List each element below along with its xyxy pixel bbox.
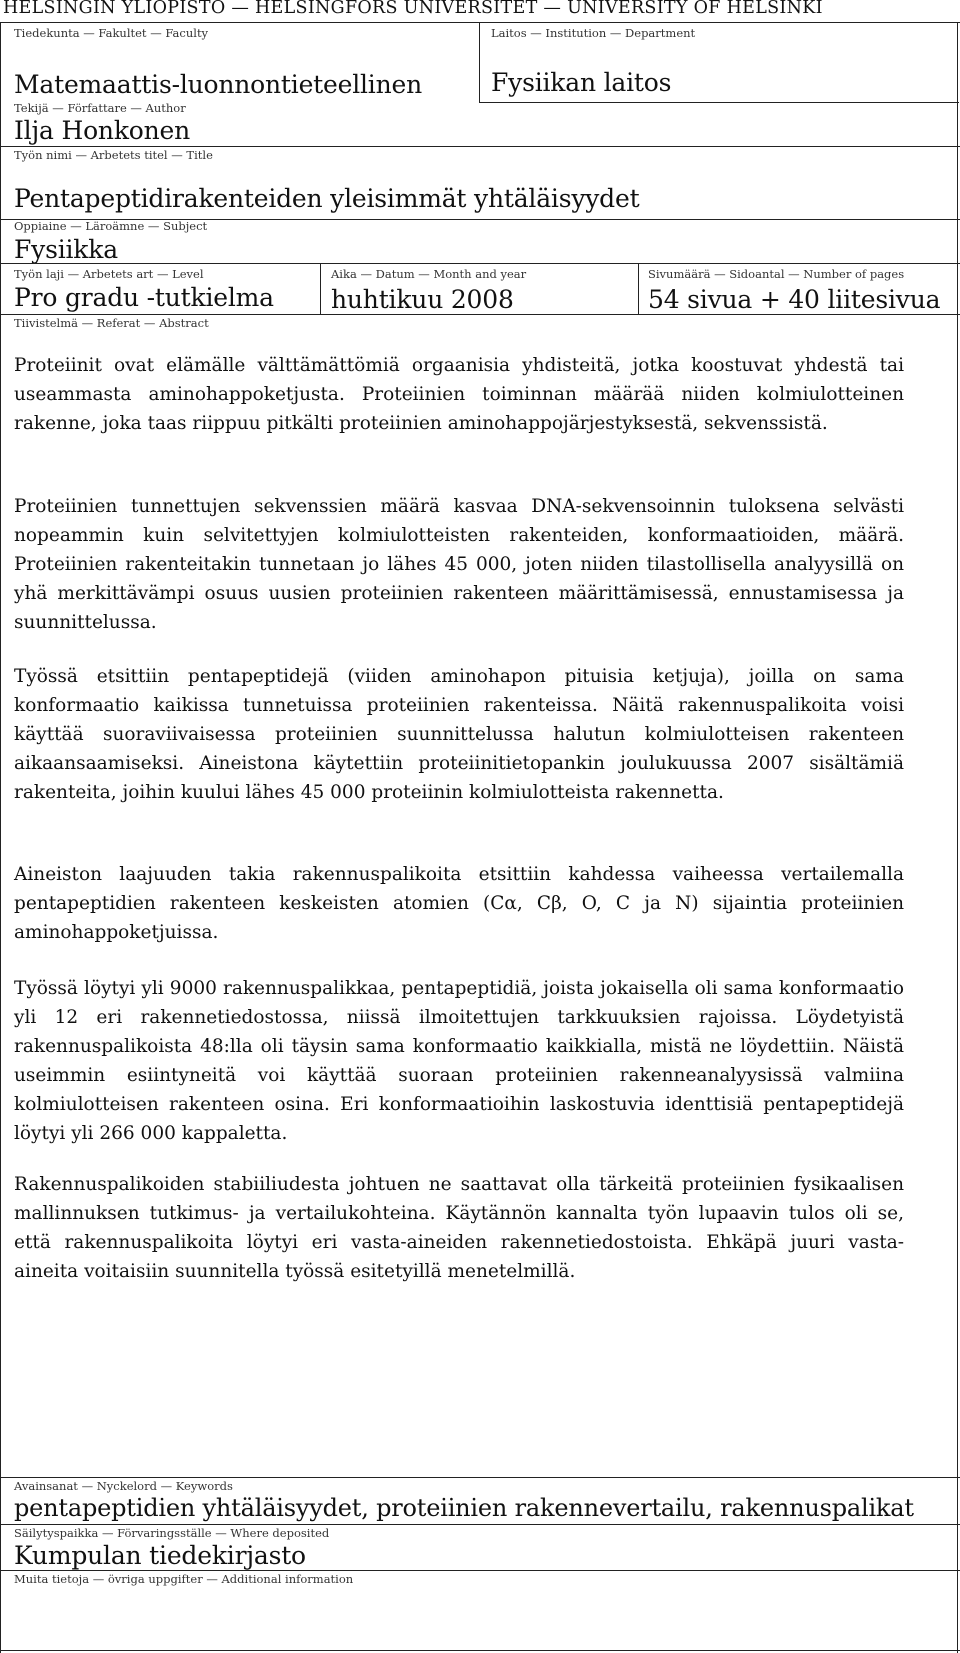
author-label: Tekijä — Författare — Author — [14, 101, 186, 115]
deposited-value: Kumpulan tiedekirjasto — [14, 1541, 306, 1570]
keywords-value: pentapeptidien yhtäläisyydet, proteiinien rakennevertailu, rakennuspalikat — [14, 1494, 914, 1522]
faculty-value: Matemaattis-luonnontieteellinen — [14, 70, 422, 99]
keywords-bottom-line — [0, 1524, 960, 1525]
date-label: Aika — Datum — Month and year — [331, 267, 527, 281]
author-value: Ilja Honkonen — [14, 116, 191, 145]
abstract-paragraph-3: Työssä etsittiin pentapeptidejä (viiden aminohapon pituisia ketjuja), joilla on sama konformaatio kaikissa tunnetuissa proteiinien rakenteissa. Näitä rakennuspalikoita voisi käyttää suoraviivaisessa proteiinien suunnittelussa halutun kolmiulotteisen rakenteen aikaansaamiseksi. Aineistona käytettiin proteiinitietopankin joulukuussa 2007 sisältämiä rakenteita, joihin kuului lähes 45 000 proteiinin kolmiulotteista rakennetta. — [14, 666, 904, 803]
additional-label: Muita tietoja — övriga uppgifter — Additional information — [14, 1572, 354, 1586]
date-pages-divider — [638, 263, 639, 314]
title-value: Pentapeptidirakenteiden yleisimmät yhtäläisyydet — [14, 184, 640, 213]
abstract-paragraph-6: Rakennuspalikoiden stabiiliudesta johtuen ne saattavat olla tärkeitä proteiinien fysikaalisen mallinnuksen tutkimus- ja vertailukohteina. Käytännön kannalta työn lupaavin tulos oli se, että rakennuspalikoita löytyi eri vasta-aineiden rakennetiedostoista. Ehkäpä juuri vasta-aineita voitaisiin suunnitella työssä esitetyillä menetelmillä. — [14, 1174, 904, 1282]
pages-label: Sivumäärä — Sidoantal — Number of pages — [648, 267, 905, 281]
frame-bottom-line — [0, 1650, 960, 1651]
abstract-paragraph-2: Proteiinien tunnettujen sekvenssien määrä kasvaa DNA-sekvensoinnin tuloksena selvästi nopeammin kuin selvitettyjen kolmiulotteisten rakenteiden, konformaatioiden, määrä. Proteiinien rakenteitakin tunnetaan jo lähes 45 000, joten niiden tilastollisella analyysillä on yhä merkittävämpi osuus uusien proteiinien rakenteen määrittämisessä, ennustamisessa ja suunnittelussa. — [14, 496, 904, 633]
author-bottom-line — [0, 146, 960, 147]
abstract-paragraph-4: Aineiston laajuuden takia rakennuspalikoita etsittiin kahdessa vaiheessa vertailemalla pentapeptidien rakenteen keskeisten atomien (Cα, Cβ, O, C ja N) sijaintia proteiinien aminohappoketjuissa. — [14, 864, 904, 943]
department-label: Laitos — Institution — Department — [491, 26, 696, 40]
faculty-department-divider — [479, 22, 480, 102]
level-label: Työn laji — Arbetets art — Level — [14, 267, 204, 281]
keywords-label: Avainsanat — Nyckelord — Keywords — [14, 1479, 233, 1493]
subject-bottom-line — [0, 263, 960, 264]
deposited-label: Säilytyspaikka — Förvaringsställe — Where deposited — [14, 1526, 330, 1540]
university-header: HELSINGIN YLIOPISTO — HELSINGFORS UNIVERSITET — UNIVERSITY OF HELSINKI — [3, 0, 823, 18]
department-value: Fysiikan laitos — [491, 68, 672, 97]
abstract-paragraph-5: Työssä löytyi yli 9000 rakennuspalikkaa, pentapeptidiä, joista jokaisella oli sama konformaatio yli 12 eri rakennetiedostossa, niissä ilmoitettujen tarkkuuksien rajoissa. Löydetyistä rakennuspalikoista 48:lla oli täysin sama konformaatio kaikkialla, mistä ne löydettiin. Näistä useimmin esiintyneitä voi käyttää suoraan proteiinien rakenneanalyysissä valmiina kolmiulotteisen rakenteen osina. Eri konformaatioihin laskostuvia identtisiä pentapeptidejä löytyi yli 266 000 kappaletta. — [14, 978, 904, 1144]
title-label: Työn nimi — Arbetets titel — Title — [14, 148, 213, 162]
frame-right-line — [957, 22, 958, 1653]
deposited-bottom-line — [0, 1570, 960, 1571]
abstract-bottom-line — [0, 1477, 960, 1478]
level-date-divider — [320, 263, 321, 314]
subject-label: Oppiaine — Läroämne — Subject — [14, 219, 208, 233]
abstract-paragraph-1: Proteiinit ovat elämälle välttämättömiä orgaanisia yhdisteitä, jotka koostuvat yhdestä tai useammasta aminohappoketjusta. Proteiinien toiminnan määrää niiden kolmiulotteinen rakenne, joka taas riippuu pitkälti proteiinien aminohappojärjestyksestä, sekvenssistä. — [14, 355, 904, 434]
abstract-label: Tiivistelmä — Referat — Abstract — [14, 316, 209, 330]
level-row-bottom-line — [0, 314, 960, 315]
pages-value: 54 sivua + 40 liitesivua — [648, 285, 941, 314]
subject-value: Fysiikka — [14, 235, 118, 264]
level-value: Pro gradu -tutkielma — [14, 283, 274, 312]
frame-top-line — [0, 22, 960, 23]
date-value: huhtikuu 2008 — [331, 285, 514, 314]
department-bottom-line — [479, 102, 959, 103]
faculty-label: Tiedekunta — Fakultet — Faculty — [14, 26, 209, 40]
frame-left-line — [0, 22, 1, 1653]
